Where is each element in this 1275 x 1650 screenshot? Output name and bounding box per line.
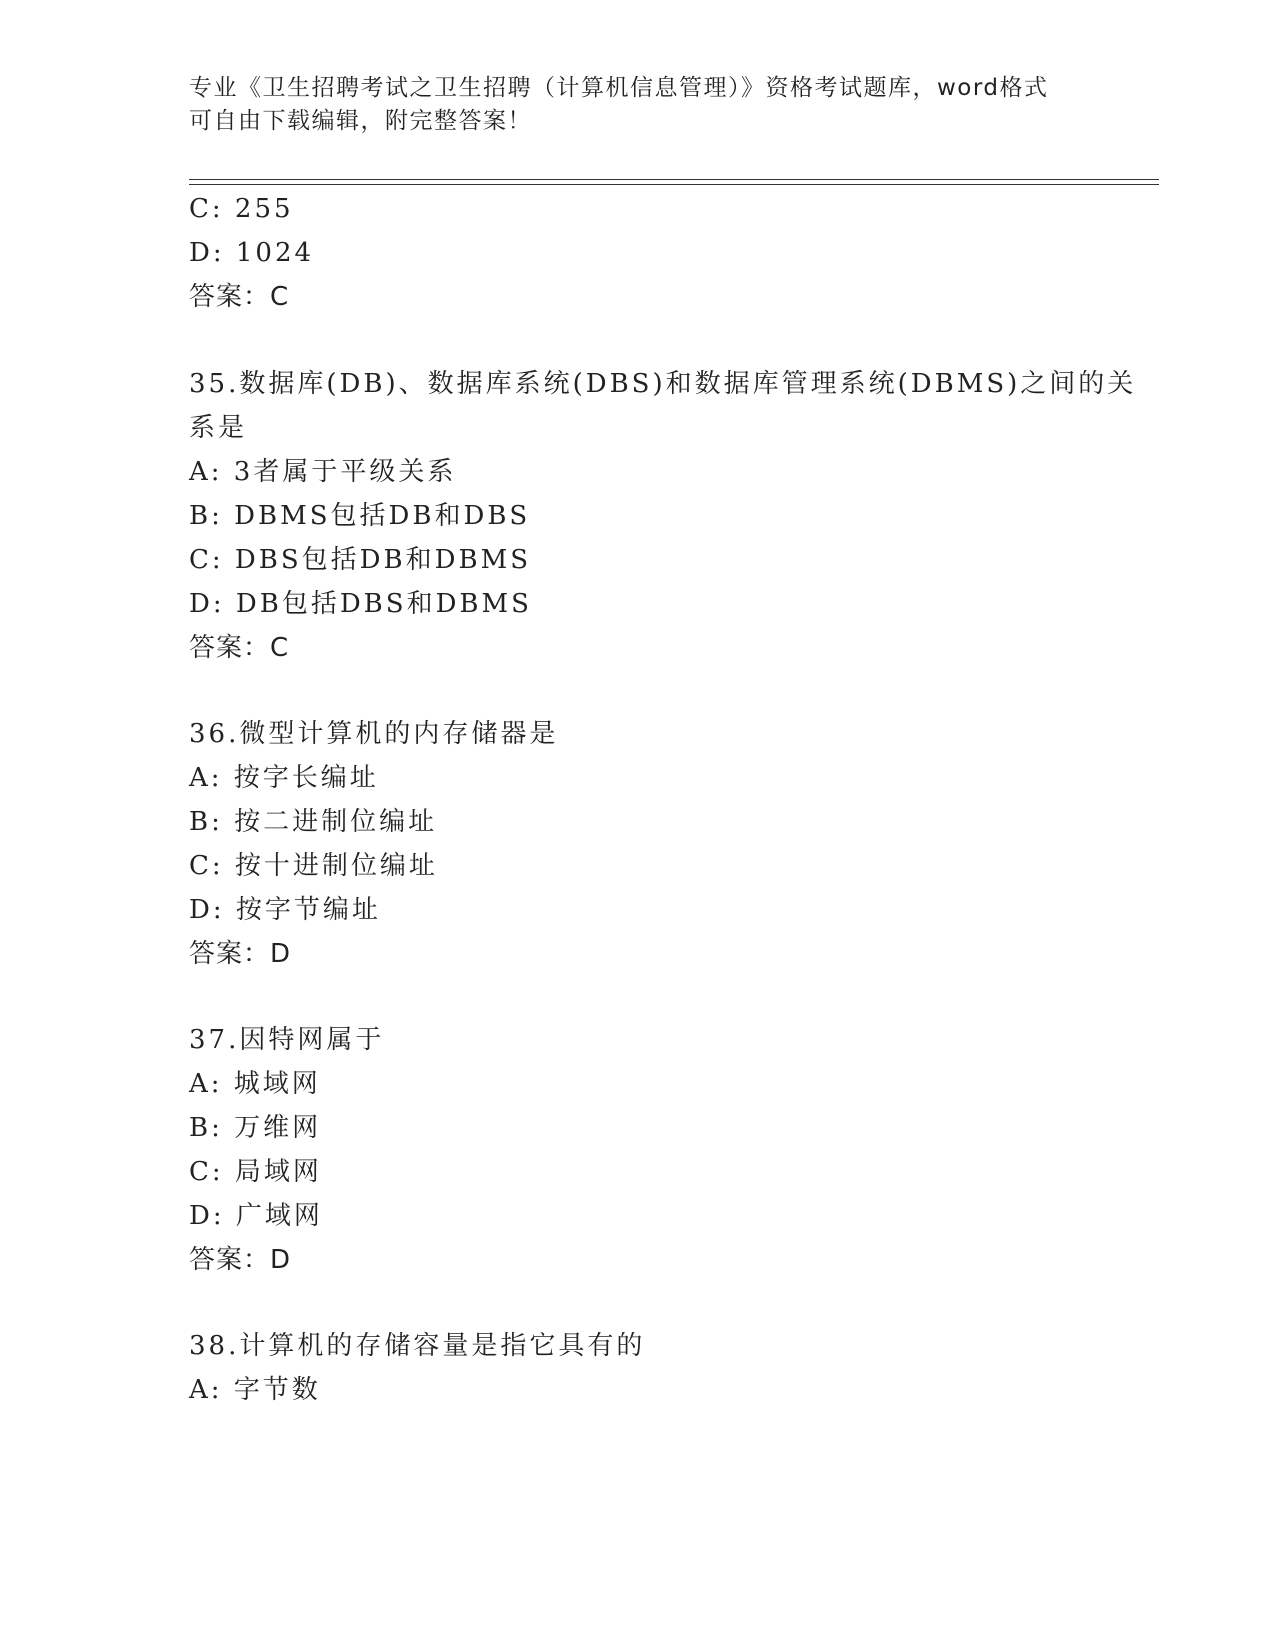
option-a: A: 3者属于平级关系 (189, 457, 457, 487)
option-d: D: 1024 (189, 238, 315, 268)
answer-line: 答案：D (189, 939, 292, 969)
option-a: A: 城域网 (189, 1069, 321, 1099)
option-d: D: DB包括DBS和DBMS (189, 589, 532, 619)
header-rule-bottom (189, 184, 1159, 185)
option-c: C: 255 (189, 194, 294, 224)
option-b: B: 万维网 (189, 1113, 322, 1143)
header-line-1: 专业《卫生招聘考试之卫生招聘（计算机信息管理）》资格考试题库，word格式 (189, 75, 1049, 101)
answer-line: 答案：D (189, 1245, 292, 1275)
option-b: B: 按二进制位编址 (189, 807, 438, 837)
option-b: B: DBMS包括DB和DBS (189, 501, 531, 531)
question-35-text-cont: 系是 (189, 413, 248, 443)
option-c: C: DBS包括DB和DBMS (189, 545, 532, 575)
option-d: D: 广域网 (189, 1201, 323, 1231)
option-c: C: 按十进制位编址 (189, 851, 438, 881)
option-a: A: 字节数 (189, 1375, 321, 1405)
option-d: D: 按字节编址 (189, 895, 381, 925)
header-rule-top (189, 179, 1159, 180)
question-38-text: 38.计算机的存储容量是指它具有的 (189, 1331, 646, 1361)
option-c: C: 局域网 (189, 1157, 322, 1187)
question-35-text: 35.数据库(DB)、数据库系统(DBS)和数据库管理系统(DBMS)之间的关 (189, 369, 1137, 399)
page-header (189, 72, 1089, 138)
answer-line: 答案：C (189, 282, 290, 312)
option-a: A: 按字长编址 (189, 763, 379, 793)
question-36-text: 36.微型计算机的内存储器是 (189, 719, 559, 749)
header-line-2: 可自由下载编辑，附完整答案！ (189, 108, 532, 134)
answer-line: 答案：C (189, 633, 290, 663)
question-37-text: 37.因特网属于 (189, 1025, 385, 1055)
